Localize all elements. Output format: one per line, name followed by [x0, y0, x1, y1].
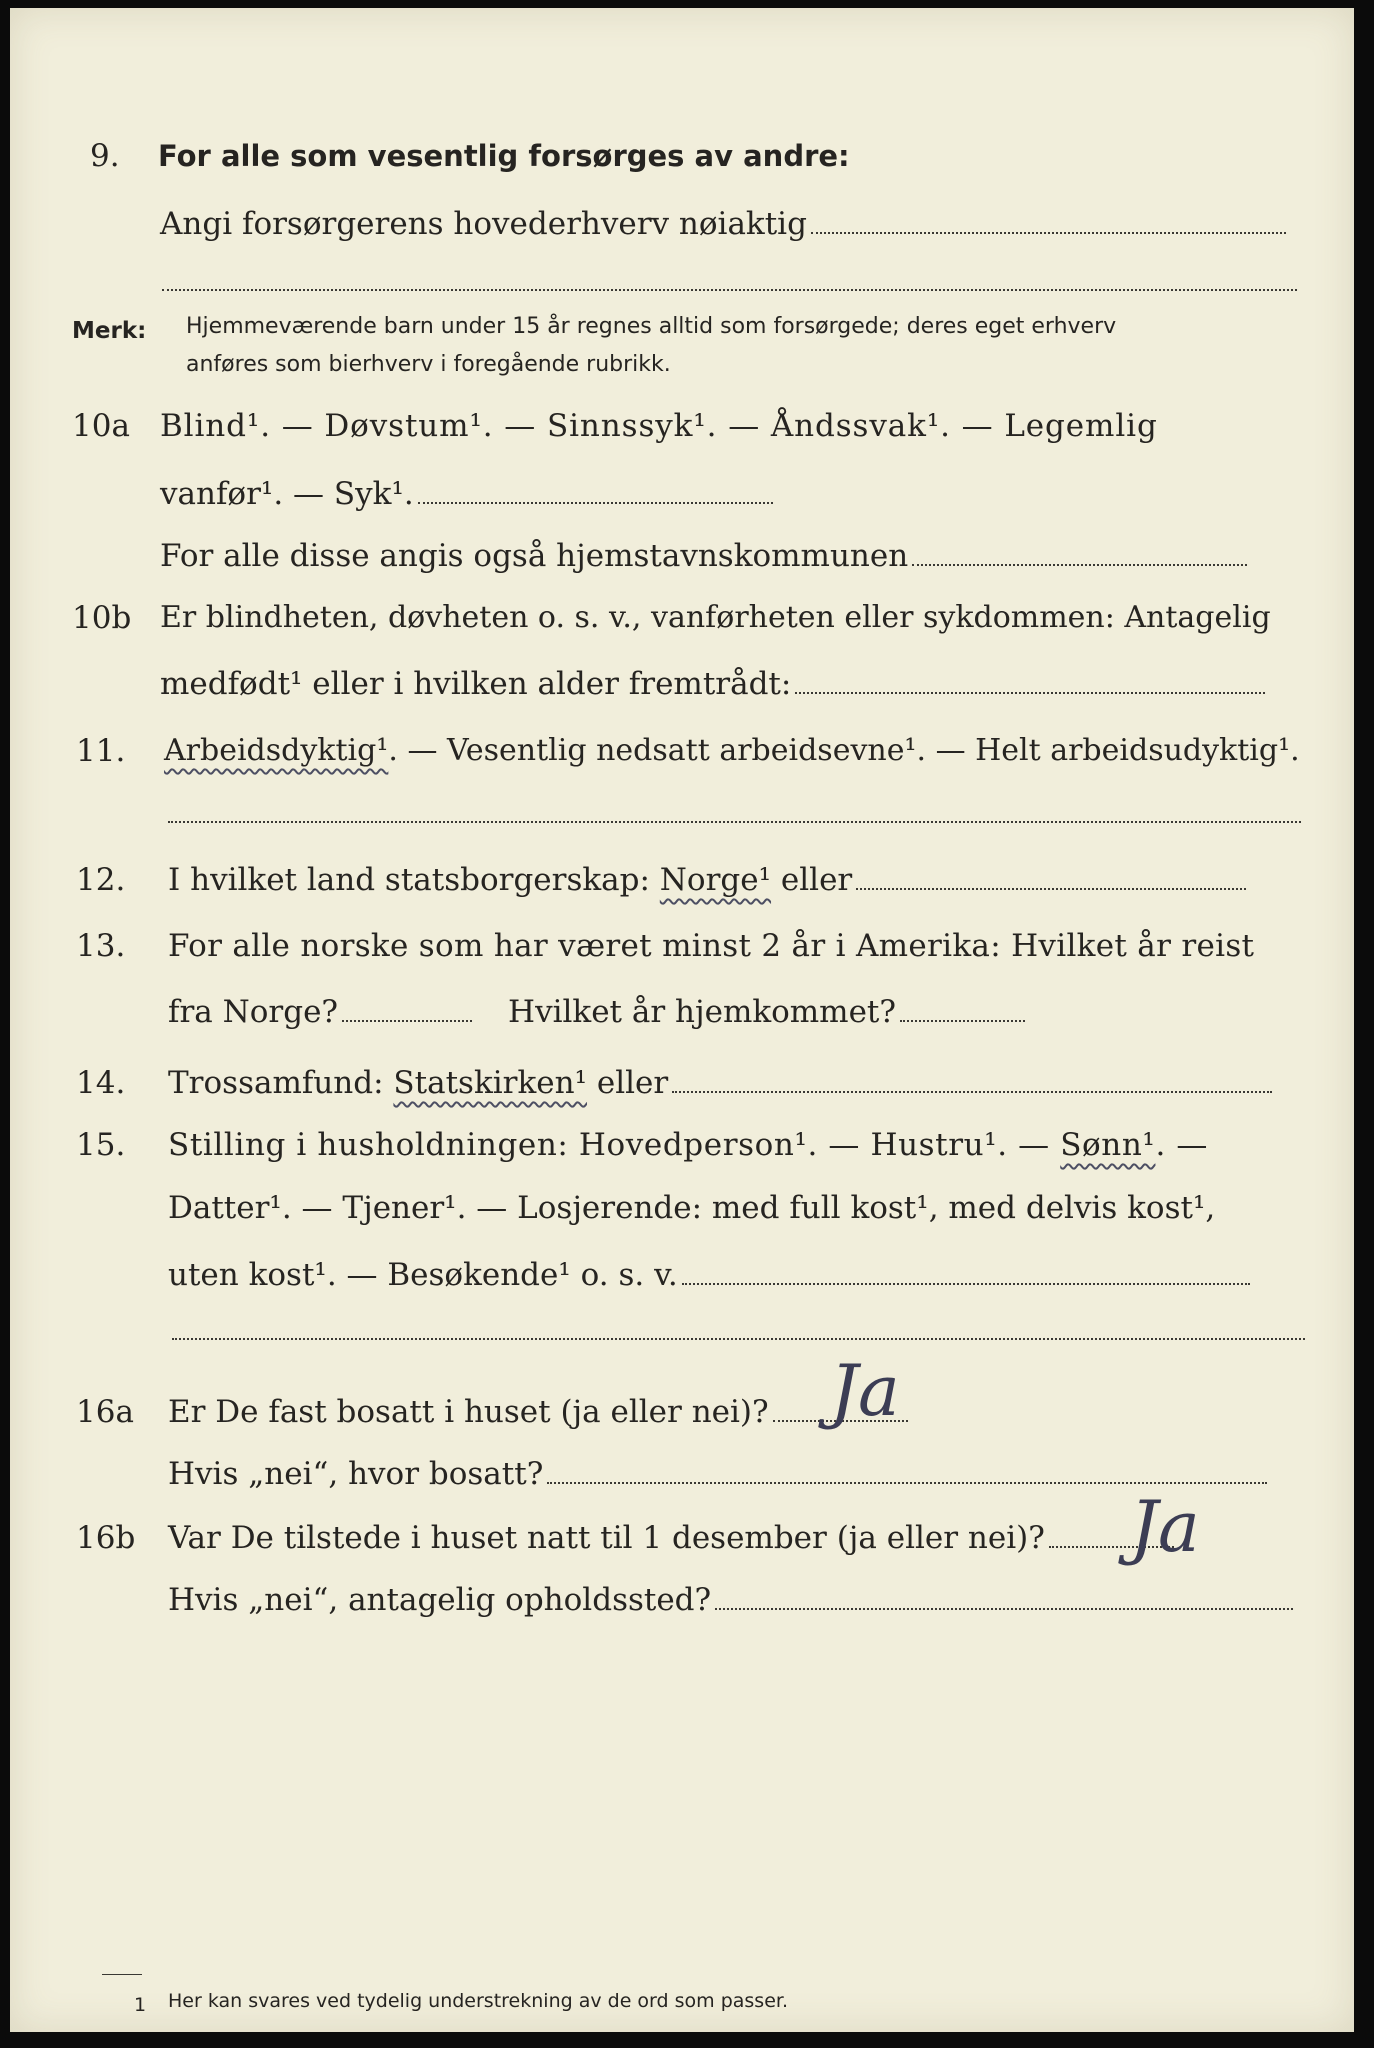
q10b-line2-label: medfødt¹ eller i hvilken alder fremtrådt:	[160, 666, 792, 702]
q16a-number: 16a	[76, 1394, 134, 1430]
q16a-handwritten-answer: Ja	[830, 1350, 900, 1432]
q11-option-arbeidsdyktig[interactable]: Arbeidsdyktig¹	[164, 733, 389, 768]
q14-label: Trossamfund:	[168, 1065, 384, 1101]
q9-line	[160, 204, 1286, 244]
merk-label: Merk:	[72, 318, 147, 344]
q13-number: 13.	[76, 928, 126, 964]
q12-line	[168, 860, 1246, 900]
q10a-line1: Blind¹. — Døvstum¹. — Sinnssyk¹. — Åndssvak¹. — Legemlig	[160, 408, 1158, 444]
footnote-rule	[102, 1974, 142, 1975]
q16a-line1	[168, 1392, 908, 1432]
q13-line1: For alle norske som har været minst 2 år i Amerika: Hvilket år reist	[168, 928, 1255, 964]
q12-answer-field[interactable]	[856, 888, 1246, 890]
q10b-line2	[160, 664, 1265, 704]
q15-option-sonn[interactable]: Sønn¹	[1060, 1127, 1156, 1163]
q16b-label: Var De tilstede i huset natt til 1 desember (ja eller nei)?	[168, 1520, 1045, 1556]
q10a-number: 10a	[72, 408, 130, 444]
q10b-number: 10b	[72, 600, 132, 636]
q10a-line3-label: For alle disse angis også hjemstavnskommunen	[160, 538, 909, 574]
q13-line2b: Hvilket år hjemkommet?	[508, 994, 897, 1030]
q10a-municipality-field[interactable]	[912, 564, 1247, 566]
q14-line	[168, 1063, 1272, 1103]
q11-rest: . — Vesentlig nedsatt arbeidsevne¹. — Helt arbeidsudyktig¹.	[388, 733, 1300, 768]
q16b-number: 16b	[76, 1520, 136, 1556]
q10a-line2-label: vanfør¹. — Syk¹.	[160, 476, 414, 512]
q16b-location-field[interactable]	[715, 1608, 1293, 1610]
q12-option-norge[interactable]: Norge¹	[659, 862, 772, 898]
q15-line3	[168, 1255, 1250, 1295]
q15-number: 15.	[76, 1127, 126, 1163]
q10a-line2	[160, 474, 773, 514]
q16a-line2	[168, 1454, 1267, 1494]
q14-option-statskirken[interactable]: Statskirken¹	[393, 1065, 587, 1101]
merk-line2: anføres som bierhverv i foregående rubrikk.	[186, 352, 671, 377]
q15-extra-answer-line[interactable]	[172, 1338, 1305, 1340]
q12-eller: eller	[780, 862, 853, 898]
q10a-answer-field[interactable]	[418, 502, 773, 504]
q15-line2: Datter¹. — Tjener¹. — Losjerende: med full kost¹, med delvis kost¹,	[168, 1190, 1216, 1226]
q13-line2	[168, 992, 1025, 1032]
q16b-line1	[168, 1518, 1174, 1558]
q10b-line1: Er blindheten, døvheten o. s. v., vanførheten eller sykdommen: Antagelig	[160, 600, 1271, 635]
q12-number: 12.	[76, 862, 126, 898]
q12-label: I hvilket land statsborgerskap:	[168, 862, 650, 898]
merk-line1: Hjemmeværende barn under 15 år regnes alltid som forsørgede; deres eget erhverv	[186, 314, 1117, 339]
q16b-line2-label: Hvis „nei“, antagelig opholdssted?	[168, 1582, 712, 1618]
q16b-line2	[168, 1580, 1293, 1620]
q16a-residence-field[interactable]	[547, 1482, 1267, 1484]
q15-line1	[168, 1125, 1208, 1165]
q16b-handwritten-answer: Ja	[1130, 1486, 1200, 1568]
q11-number: 11.	[76, 733, 126, 769]
q10a-line3	[160, 536, 1247, 576]
footnote-text: Her kan svares ved tydelig understrekning av de ord som passer.	[168, 1990, 788, 2012]
q14-answer-field[interactable]	[672, 1091, 1272, 1093]
q15-line3-label: uten kost¹. — Besøkende¹ o. s. v.	[168, 1257, 678, 1293]
q16a-line2-label: Hvis „nei“, hvor bosatt?	[168, 1456, 544, 1492]
q15-line1a: Stilling i husholdningen: Hovedperson¹. — Hustru¹. —	[168, 1127, 1050, 1163]
q15-answer-field[interactable]	[682, 1283, 1250, 1285]
q9-number: 9.	[90, 138, 120, 174]
q15-line1b: . —	[1155, 1127, 1208, 1163]
q9-title: For alle som vesentlig forsørges av andre:	[158, 139, 850, 173]
q13-departure-year-field[interactable]	[342, 1020, 472, 1022]
q11-line	[164, 731, 1300, 771]
footnote-mark: 1	[134, 1994, 147, 2016]
q9-label: Angi forsørgerens hovederhverv nøiaktig	[160, 206, 807, 242]
q14-eller: eller	[596, 1065, 669, 1101]
q13-return-year-field[interactable]	[900, 1020, 1025, 1022]
q9-extra-answer-line[interactable]	[162, 289, 1297, 291]
census-form-page	[10, 8, 1354, 2032]
q13-line2a: fra Norge?	[168, 994, 339, 1030]
q10b-answer-field[interactable]	[795, 692, 1265, 694]
q16a-label: Er De fast bosatt i huset (ja eller nei)?	[168, 1394, 769, 1430]
q14-number: 14.	[76, 1065, 126, 1101]
q11-answer-line[interactable]	[168, 821, 1301, 823]
q9-answer-field[interactable]	[811, 232, 1286, 234]
